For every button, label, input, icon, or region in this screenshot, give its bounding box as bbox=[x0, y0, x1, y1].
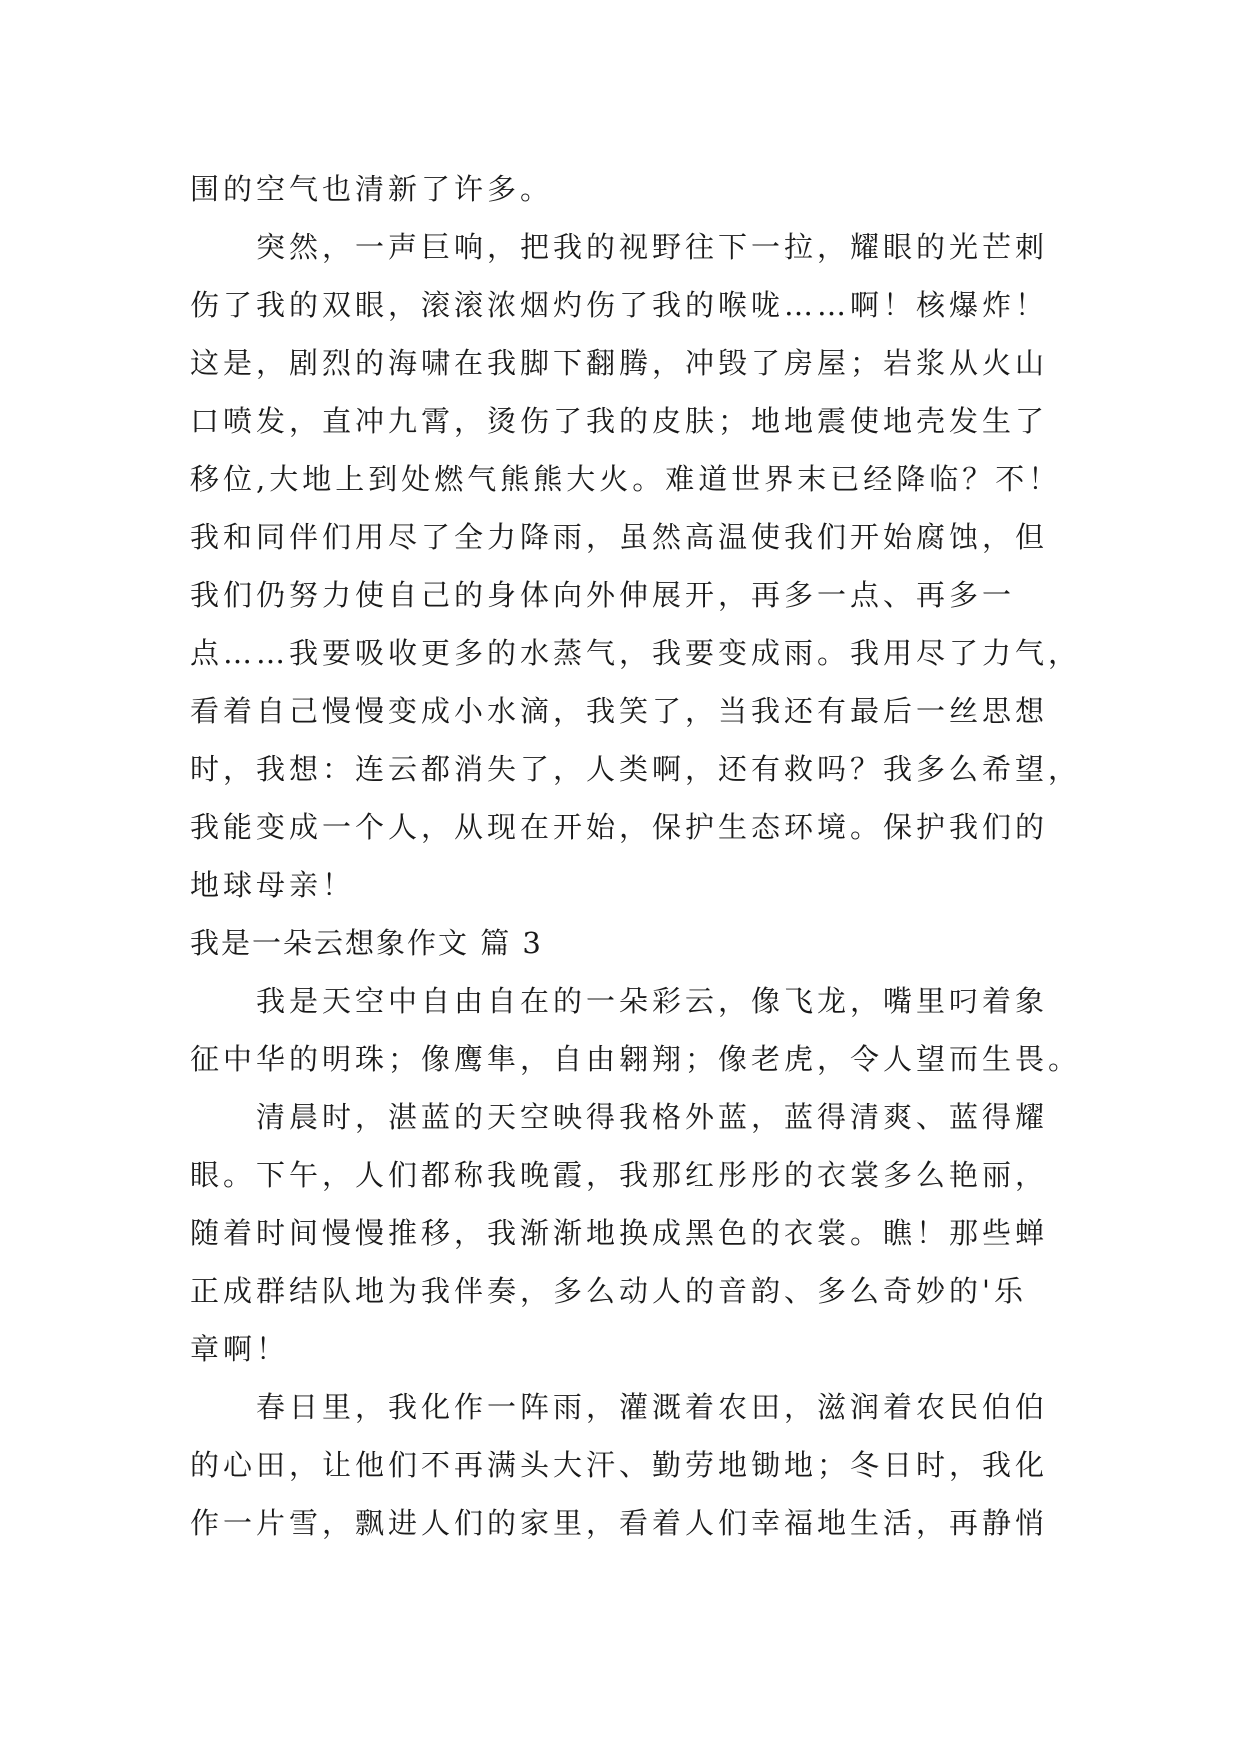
text-line: 我们仍努力使自己的身体向外伸展开，再多一点、再多一 bbox=[190, 578, 1016, 612]
text-line: 看着自己慢慢变成小水滴，我笑了，当我还有最后一丝思想 bbox=[190, 694, 1049, 728]
text-line: 章啊！ bbox=[190, 1332, 290, 1366]
text-line: 眼。下午，人们都称我晚霞，我那红彤彤的衣裳多么艳丽， bbox=[190, 1158, 1049, 1192]
text-line: 围的空气也清新了许多。 bbox=[190, 172, 554, 206]
text-line: 时，我想：连云都消失了，人类啊，还有救吗？我多么希望， bbox=[190, 752, 1082, 786]
text-line: 移位,大地上到处燃气熊熊大火。难道世界末已经降临？不！ bbox=[190, 462, 1062, 496]
text-line: 征中华的明珠；像鹰隼，自由翱翔；像老虎，令人望而生畏。 bbox=[190, 1042, 1082, 1076]
text-line: 随着时间慢慢推移，我渐渐地换成黑色的衣裳。瞧！那些蝉 bbox=[190, 1216, 1049, 1250]
text-line: 我是天空中自由自在的一朵彩云，像飞龙，嘴里叼着象 bbox=[190, 984, 1049, 1018]
text-line: 伤了我的双眼，滚滚浓烟灼伤了我的喉咙……啊！核爆炸！ bbox=[190, 288, 1049, 322]
text-line: 正成群结队地为我伴奏，多么动人的音韵、多么奇妙的'乐 bbox=[190, 1274, 1027, 1308]
section-heading: 我是一朵云想象作文 篇 3 bbox=[190, 926, 543, 960]
text-line: 突然，一声巨响，把我的视野往下一拉，耀眼的光芒刺 bbox=[190, 230, 1049, 264]
text-line: 点……我要吸收更多的水蒸气，我要变成雨。我用尽了力气， bbox=[190, 636, 1082, 670]
text-line: 地球母亲！ bbox=[190, 868, 356, 902]
text-line: 我和同伴们用尽了全力降雨，虽然高温使我们开始腐蚀，但 bbox=[190, 520, 1049, 554]
text-line: 作一片雪，飘进人们的家里，看着人们幸福地生活，再静悄 bbox=[190, 1506, 1049, 1540]
text-line: 这是，剧烈的海啸在我脚下翻腾，冲毁了房屋；岩浆从火山 bbox=[190, 346, 1049, 380]
text-line: 我能变成一个人，从现在开始，保护生态环境。保护我们的 bbox=[190, 810, 1049, 844]
text-line: 春日里，我化作一阵雨，灌溉着农田，滋润着农民伯伯 bbox=[190, 1390, 1049, 1424]
document-body bbox=[190, 160, 1082, 1552]
text-line: 的心田，让他们不再满头大汗、勤劳地锄地；冬日时，我化 bbox=[190, 1448, 1049, 1482]
text-line: 口喷发，直冲九霄，烫伤了我的皮肤；地地震使地壳发生了 bbox=[190, 404, 1049, 438]
text-line: 清晨时，湛蓝的天空映得我格外蓝，蓝得清爽、蓝得耀 bbox=[190, 1100, 1049, 1134]
